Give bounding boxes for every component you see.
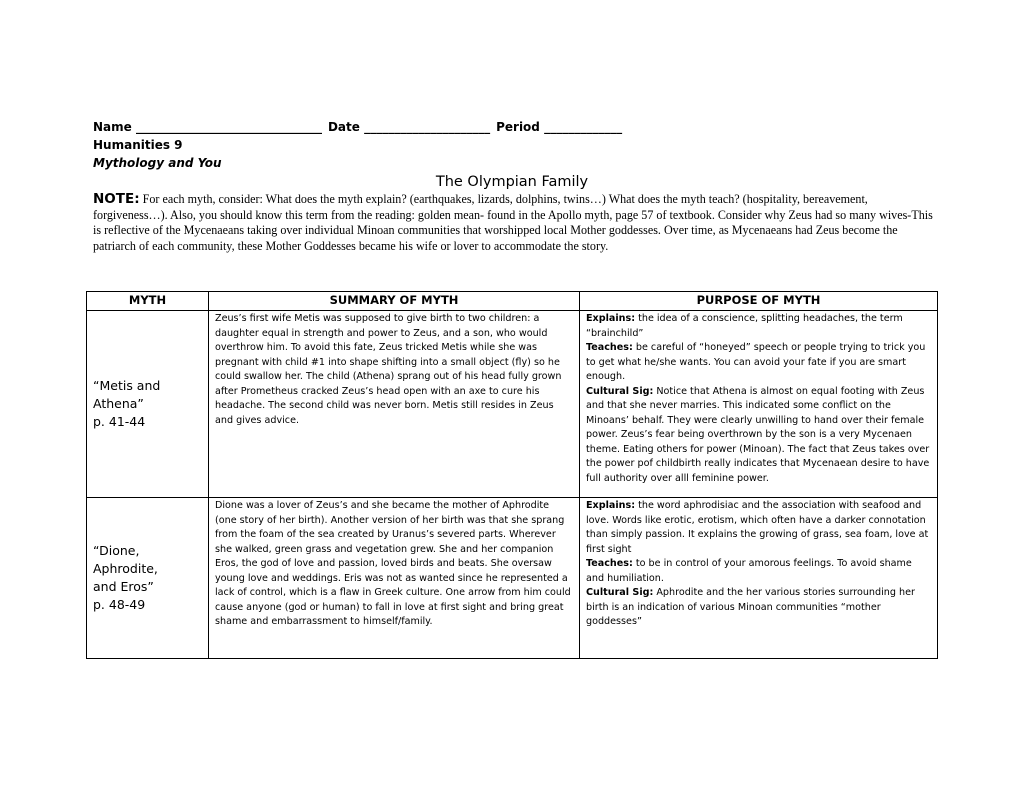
table-row: [87, 498, 938, 659]
note-text: For each myth, consider: What does the myth explain? (earthquakes, lizards, dolphins, twins…) What does the myth teach? (hospitality, bereavement, forgiveness…). Also, you should know this term from the reading: golden mean- found in the Apollo myth, page 57 of textbook. Consider why Zeus had so many wives-This is reflective of the Mycenaeans taking over individual Minoan communities that worshipped local Mother goddesses. Over time, as Mycenaeans had Zeus become the patriarch of each community, these Mother Goddesses became his wife or lover to accommodate the story.: [93, 192, 933, 253]
myth-title-line: Athena”: [93, 396, 144, 411]
myth-title-line: “Metis and: [93, 378, 161, 393]
teaches-label: Teaches:: [586, 342, 633, 353]
summary-cell: [209, 311, 580, 498]
myth-table: [86, 291, 938, 659]
teaches-label: Teaches:: [586, 558, 633, 569]
note-label: NOTE:: [93, 191, 140, 207]
explains-text: the word aphrodisiac and the association with seafood and love. Words like erotic, erotism, which often have a darker connotation than simply passion. It explains the growing of grass, sea foam, love at first sight: [586, 500, 929, 555]
cultural-entry: [586, 586, 931, 630]
cultural-label: Cultural Sig:: [586, 587, 654, 598]
myth-title-line: Aphrodite,: [93, 561, 158, 576]
header-purpose: PURPOSE OF MYTH: [580, 292, 938, 311]
explains-entry: [586, 312, 931, 341]
table-row: [87, 311, 938, 498]
myth-title-line: and Eros”: [93, 579, 154, 594]
explains-label: Explains:: [586, 313, 636, 324]
page-title: The Olympian Family: [435, 174, 589, 190]
teaches-text: to be in control of your amorous feelings. To avoid shame and humiliation.: [586, 558, 912, 584]
name-field[interactable]: Name _______________________________: [93, 120, 322, 134]
summary-cell: [209, 498, 580, 659]
purpose-cell: [580, 311, 938, 498]
name-date-period-line: [93, 118, 943, 136]
period-field[interactable]: Period _____________: [496, 120, 623, 134]
myth-title-cell: [87, 498, 209, 659]
cultural-label: Cultural Sig:: [586, 385, 654, 397]
teaches-text: be careful of “honeyed” speech or people trying to trick you to get what he/she wants. You can avoid your fate if you are smart enough.: [586, 342, 926, 382]
purpose-cell: [580, 498, 938, 659]
table-header-row: [87, 292, 938, 311]
explains-entry: [586, 499, 931, 557]
worksheet-header: [93, 118, 943, 172]
cultural-entry: [586, 385, 931, 487]
myth-title-line: “Dione,: [93, 543, 140, 558]
note-paragraph: [93, 192, 943, 254]
unit-name: Mythology and You: [93, 156, 222, 170]
explains-text: the idea of a conscience, splitting headaches, the term “brainchild”: [586, 313, 903, 339]
myth-pages: p. 48-49: [93, 597, 146, 612]
course-name: Humanities 9: [93, 138, 183, 152]
teaches-entry: [586, 341, 931, 385]
header-myth: MYTH: [87, 292, 209, 311]
teaches-entry: [586, 557, 931, 586]
header-summary: SUMMARY OF MYTH: [209, 292, 580, 311]
myth-pages: p. 41-44: [93, 414, 146, 429]
summary-text: Zeus’s first wife Metis was supposed to give birth to two children: a daughter equal in strength and power to Zeus, and a son, who would overthrow him. To avoid this fate, Zeus tricked Metis while she was pregnant with child #1 into shape shifting into a small object (fly) so he could swallow her. The child (Athena) sprang out of his head fully grown after Prometheus cracked Zeus’s head open with an axe to cure his headache. The second child was never born. Metis still resides in Zeus and gives advice.: [215, 313, 562, 426]
date-field[interactable]: Date _____________________: [327, 120, 491, 134]
myth-title-cell: [87, 311, 209, 498]
explains-label: Explains:: [586, 500, 636, 511]
summary-text: Dione was a lover of Zeus’s and she became the mother of Aphrodite (one story of her birth). Another version of her birth was that she sprang from the foam of the sea created by Uranus’s severed parts. Wherever she walked, green grass and vegetation grew. She and her companion Eros, the god of love and passion, loved birds and beats. She oversaw young love and weddings. Eris was not as wanted since he represented a lack of control, which is a flaw in Greek culture. One arrow from him could cause anyone (god or human) to fall in love at first sight and bring great shame and embarrassment to himself/family.: [215, 500, 571, 627]
cultural-text: Aphrodite and the her various stories surrounding her birth is an indication of various Minoan communities “mother goddesses”: [586, 587, 915, 627]
cultural-text: Notice that Athena is almost on equal footing with Zeus and that she never marries. This indicated some conflict on the Minoans’ behalf. They were clearly unwilling to hand over their female power. Zeus’s fear being overthrown by the son is a very Mycenaen theme. Eating others for power (Minoan). The fact that Zeus takes over the power pof childbirth really indicates that Mycenaean desire to have full authority over alll feminine power.: [586, 385, 930, 484]
